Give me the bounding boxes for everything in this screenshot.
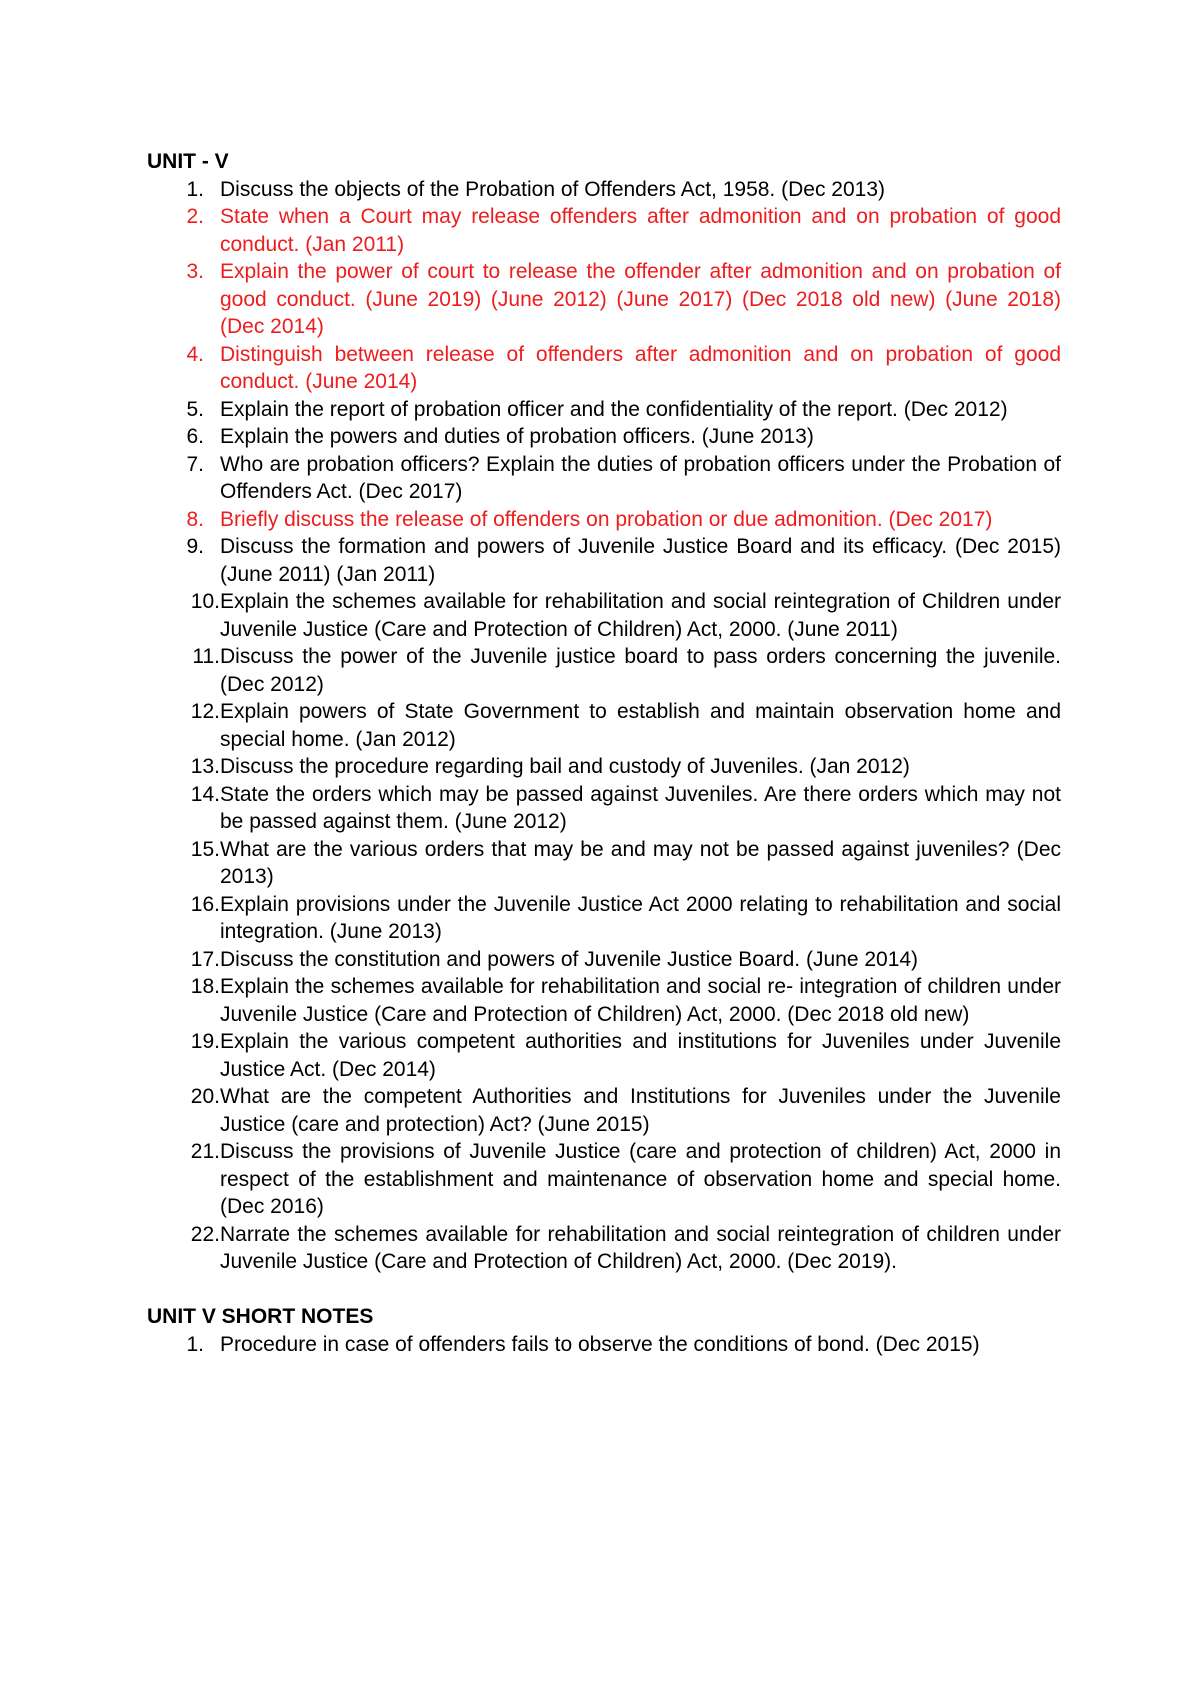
question-item — [147, 973, 1061, 1028]
list-number: 8. — [186, 507, 204, 531]
list-text: Explain the schemes available for rehabilitation and social re- integration of children under Juvenile Justice (Care and Protection of Children) Act, 2000. (Dec 2018 old new) — [220, 975, 1061, 1026]
list-text: Explain the report of probation officer and the confidentiality of the report. (Dec 2012) — [220, 397, 1008, 421]
list-number: 1. — [186, 1332, 204, 1356]
list-number: 22. — [190, 1222, 220, 1246]
question-item — [147, 588, 1061, 643]
list-number: 17. — [190, 947, 220, 971]
list-text: Discuss the power of the Juvenile justice board to pass orders concerning the juvenile. (Dec 2012) — [220, 645, 1061, 696]
question-item — [147, 1083, 1061, 1138]
list-number: 19. — [190, 1030, 220, 1053]
list-text: Discuss the objects of the Probation of Offenders Act, 1958. (Dec 2013) — [220, 177, 885, 201]
question-item — [147, 781, 1061, 836]
question-item — [147, 1028, 1061, 1083]
list-number: 13. — [190, 755, 220, 778]
question-item — [147, 946, 1061, 974]
questions-list — [147, 176, 1061, 1276]
list-number: 1. — [186, 177, 204, 201]
list-text: Explain the power of court to release the offender after admonition and on probation of good conduct. (June 2019) (June 2012) (June 2017) (Dec 2018 old new) (June 2018) (Dec 2014) — [220, 260, 1061, 338]
list-number: 18. — [190, 975, 220, 998]
list-number: 20. — [190, 1085, 220, 1108]
list-text: Explain powers of State Government to establish and maintain observation home and special home. (Jan 2012) — [220, 700, 1061, 751]
list-number: 9. — [186, 535, 204, 558]
list-text: What are the competent Authorities and Institutions for Juveniles under the Juvenile Justice (care and protection) Act? (June 2015) — [220, 1085, 1061, 1136]
question-item — [147, 396, 1061, 424]
question-item — [147, 423, 1061, 451]
list-text: Narrate the schemes available for rehabilitation and social reintegration of children under Juvenile Justice (Care and Protection of Children) Act, 2000. (Dec 2019). — [220, 1222, 1061, 1273]
list-number: 7. — [186, 452, 204, 476]
short-note-item — [147, 1331, 1061, 1359]
question-item — [147, 1138, 1061, 1221]
question-item — [147, 1221, 1061, 1276]
list-text: State when a Court may release offenders after admonition and on probation of good conduct. (Jan 2011) — [220, 205, 1061, 256]
list-number: 14. — [190, 782, 220, 806]
list-text: Who are probation officers? Explain the duties of probation officers under the Probation of Offenders Act. (Dec 2017) — [220, 452, 1061, 503]
question-item — [147, 341, 1061, 396]
list-number: 15. — [190, 837, 220, 861]
list-text: What are the various orders that may be and may not be passed against juveniles? (Dec 2013) — [220, 837, 1061, 888]
list-number: 16. — [190, 892, 220, 916]
list-number: 12. — [190, 700, 220, 723]
list-text: Procedure in case of offenders fails to observe the conditions of bond. (Dec 2015) — [220, 1332, 980, 1356]
document-content — [147, 148, 1061, 1358]
list-number: 21. — [190, 1140, 220, 1163]
list-number: 3. — [186, 260, 204, 283]
list-text: Explain provisions under the Juvenile Justice Act 2000 relating to rehabilitation and social integration. (June 2013) — [220, 892, 1061, 943]
list-text: Distinguish between release of offenders after admonition and on probation of good conduct. (June 2014) — [220, 342, 1061, 393]
list-number: 2. — [186, 205, 204, 228]
list-text: Discuss the procedure regarding bail and custody of Juveniles. (Jan 2012) — [220, 755, 910, 778]
question-item — [147, 506, 1061, 534]
question-item — [147, 176, 1061, 204]
list-number: 10. — [190, 590, 220, 613]
list-text: Explain the various competent authorities and institutions for Juveniles under Juvenile Justice Act. (Dec 2014) — [220, 1030, 1061, 1081]
list-text: Explain the schemes available for rehabilitation and social reintegration of Children under Juvenile Justice (Care and Protection of Children) Act, 2000. (June 2011) — [220, 590, 1061, 641]
list-text: Discuss the constitution and powers of Juvenile Justice Board. (June 2014) — [220, 947, 919, 971]
question-item — [147, 451, 1061, 506]
short-notes-heading: UNIT V SHORT NOTES — [147, 1305, 374, 1328]
list-number: 5. — [186, 397, 204, 421]
unit-heading: UNIT - V — [147, 150, 229, 173]
list-text: Briefly discuss the release of offenders on probation or due admonition. (Dec 2017) — [220, 507, 993, 531]
question-item — [147, 643, 1061, 698]
list-text: State the orders which may be passed against Juveniles. Are there orders which may not be passed against them. (June 2012) — [220, 782, 1061, 833]
question-item — [147, 836, 1061, 891]
question-item — [147, 203, 1061, 258]
list-number: 6. — [186, 425, 204, 448]
question-item — [147, 533, 1061, 588]
question-item — [147, 258, 1061, 341]
list-text: Discuss the formation and powers of Juvenile Justice Board and its efficacy. (Dec 2015) (June 2011) (Jan 2011) — [220, 535, 1061, 586]
list-text: Discuss the provisions of Juvenile Justice (care and protection of children) Act, 2000 in respect of the establishment and maintenance of observation home and special home. (Dec 2016) — [220, 1140, 1061, 1218]
question-item — [147, 753, 1061, 781]
list-number: 11. — [192, 645, 220, 668]
question-item — [147, 698, 1061, 753]
list-text: Explain the powers and duties of probation officers. (June 2013) — [220, 425, 814, 448]
short-notes-list — [147, 1331, 1061, 1359]
list-number: 4. — [186, 342, 204, 366]
question-item — [147, 891, 1061, 946]
